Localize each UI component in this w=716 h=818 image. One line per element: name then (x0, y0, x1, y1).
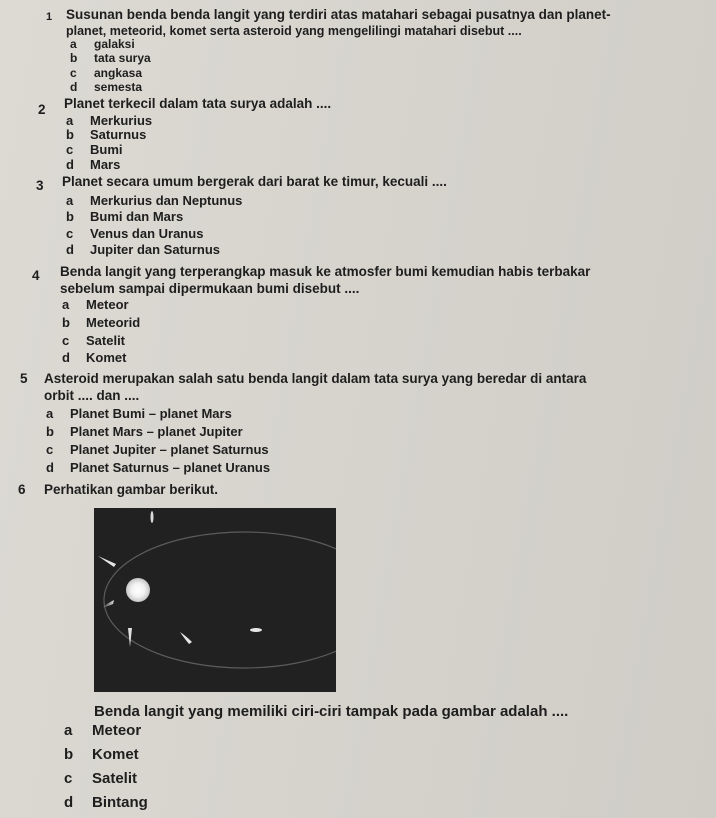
question-number: 1 (46, 11, 53, 23)
option-letter: c (70, 66, 77, 80)
question-number: 4 (32, 268, 40, 283)
option-1c[interactable] (70, 67, 142, 79)
question-2 (38, 96, 332, 117)
option-letter: b (64, 746, 74, 763)
question-text-line: orbit .... dan .... (44, 388, 140, 403)
question-number: 5 (20, 371, 28, 386)
option-text: Meteorid (86, 315, 141, 330)
option-text: Merkurius dan Neptunus (90, 193, 243, 208)
option-letter: b (62, 315, 70, 330)
question-number: 6 (18, 482, 26, 497)
space-background (94, 508, 336, 692)
option-letter: a (66, 113, 74, 128)
option-letter: d (66, 157, 74, 172)
question-4-line-2 (60, 282, 359, 296)
option-text: Planet Saturnus – planet Uranus (70, 460, 271, 475)
option-text: Bumi (90, 142, 123, 157)
comet-orbit-image (94, 508, 336, 692)
option-letter: b (46, 424, 54, 439)
option-text: Komet (86, 350, 127, 365)
option-text: Merkurius (90, 113, 153, 128)
option-letter: c (66, 226, 74, 241)
option-text: Bintang (92, 794, 148, 811)
comet-icon (250, 628, 262, 632)
option-letter: d (62, 350, 70, 365)
option-text: angkasa (94, 66, 143, 80)
option-text: galaksi (94, 37, 135, 51)
option-5c[interactable] (46, 443, 269, 456)
option-text: Satelit (92, 770, 138, 787)
option-text: Bumi dan Mars (90, 209, 184, 224)
option-letter: a (62, 297, 70, 312)
option-1d[interactable] (70, 81, 142, 93)
question-text-line: Perhatikan gambar berikut. (44, 482, 219, 497)
comet-orbit-drawing (94, 508, 336, 692)
question-4 (32, 264, 591, 283)
option-1a[interactable] (70, 38, 135, 50)
option-letter: a (64, 722, 73, 739)
option-text: Komet (92, 746, 139, 763)
question-text-line: Asteroid merupakan salah satu benda langit dalam tata surya yang beredar di antara (44, 371, 587, 386)
sun-icon (126, 578, 150, 602)
question-text-line: Susunan benda benda langit yang terdiri atas matahari sebagai pusatnya dan planet- (66, 7, 611, 22)
option-letter: c (62, 333, 70, 348)
option-text: Saturnus (90, 127, 147, 142)
comet-icon (151, 511, 154, 523)
option-letter: d (70, 80, 78, 94)
question-5-line-2 (44, 389, 139, 403)
option-letter: a (66, 193, 74, 208)
question-caption: Benda langit yang memiliki ciri-ciri tampak pada gambar adalah .... (94, 703, 569, 720)
question-number: 3 (36, 178, 44, 193)
question-text-line: planet, meteorid, komet serta asteroid yang mengelilingi matahari disebut .... (66, 24, 522, 38)
option-text: Venus dan Uranus (90, 226, 204, 241)
option-text: semesta (94, 80, 143, 94)
option-text: Meteor (86, 297, 129, 312)
option-text: Mars (90, 157, 121, 172)
option-2b[interactable] (66, 128, 146, 141)
option-text: Planet Jupiter – planet Saturnus (70, 442, 269, 457)
question-1 (46, 7, 611, 23)
option-text: Planet Mars – planet Jupiter (70, 424, 243, 439)
option-text: tata surya (94, 51, 151, 65)
option-text: Planet Bumi – planet Mars (70, 406, 232, 421)
option-4a[interactable] (62, 298, 129, 311)
question-text-line: Planet terkecil dalam tata surya adalah .... (64, 96, 332, 111)
option-5b[interactable] (46, 425, 243, 438)
option-6c[interactable] (64, 771, 137, 786)
option-6b[interactable] (64, 747, 139, 762)
option-letter: a (46, 406, 54, 421)
option-text: Satelit (86, 333, 126, 348)
option-6a[interactable] (64, 723, 141, 738)
question-6-caption (94, 704, 568, 719)
option-3a[interactable] (66, 194, 242, 207)
option-letter: d (46, 460, 54, 475)
question-text-line: sebelum sampai dipermukaan bumi disebut .... (60, 281, 360, 296)
option-letter: c (46, 442, 54, 457)
option-4d[interactable] (62, 351, 126, 364)
option-letter: a (70, 37, 77, 51)
question-number: 2 (38, 102, 46, 117)
option-letter: d (64, 794, 74, 811)
option-letter: c (64, 770, 73, 787)
option-letter: b (70, 51, 78, 65)
question-5 (20, 371, 587, 386)
option-2a[interactable] (66, 114, 152, 127)
option-text: Jupiter dan Saturnus (90, 242, 221, 257)
option-3b[interactable] (66, 210, 183, 223)
option-letter: b (66, 127, 74, 142)
option-5d[interactable] (46, 461, 270, 474)
option-5a[interactable] (46, 407, 232, 420)
option-2c[interactable] (66, 143, 123, 156)
option-3c[interactable] (66, 227, 203, 240)
option-letter: c (66, 142, 74, 157)
question-6 (18, 482, 219, 497)
option-4c[interactable] (62, 334, 125, 347)
question-text-line: Benda langit yang terperangkap masuk ke atmosfer bumi kemudian habis terbakar (60, 264, 591, 279)
question-1-line-2 (66, 25, 522, 38)
option-letter: b (66, 209, 74, 224)
option-1b[interactable] (70, 52, 151, 64)
option-6d[interactable] (64, 795, 148, 810)
question-text-line: Planet secara umum bergerak dari barat ke timur, kecuali .... (62, 174, 447, 189)
option-text: Meteor (92, 722, 142, 739)
question-3 (36, 174, 447, 193)
option-2d[interactable] (66, 158, 120, 171)
option-4b[interactable] (62, 316, 140, 329)
option-3d[interactable] (66, 243, 220, 256)
option-letter: d (66, 242, 74, 257)
